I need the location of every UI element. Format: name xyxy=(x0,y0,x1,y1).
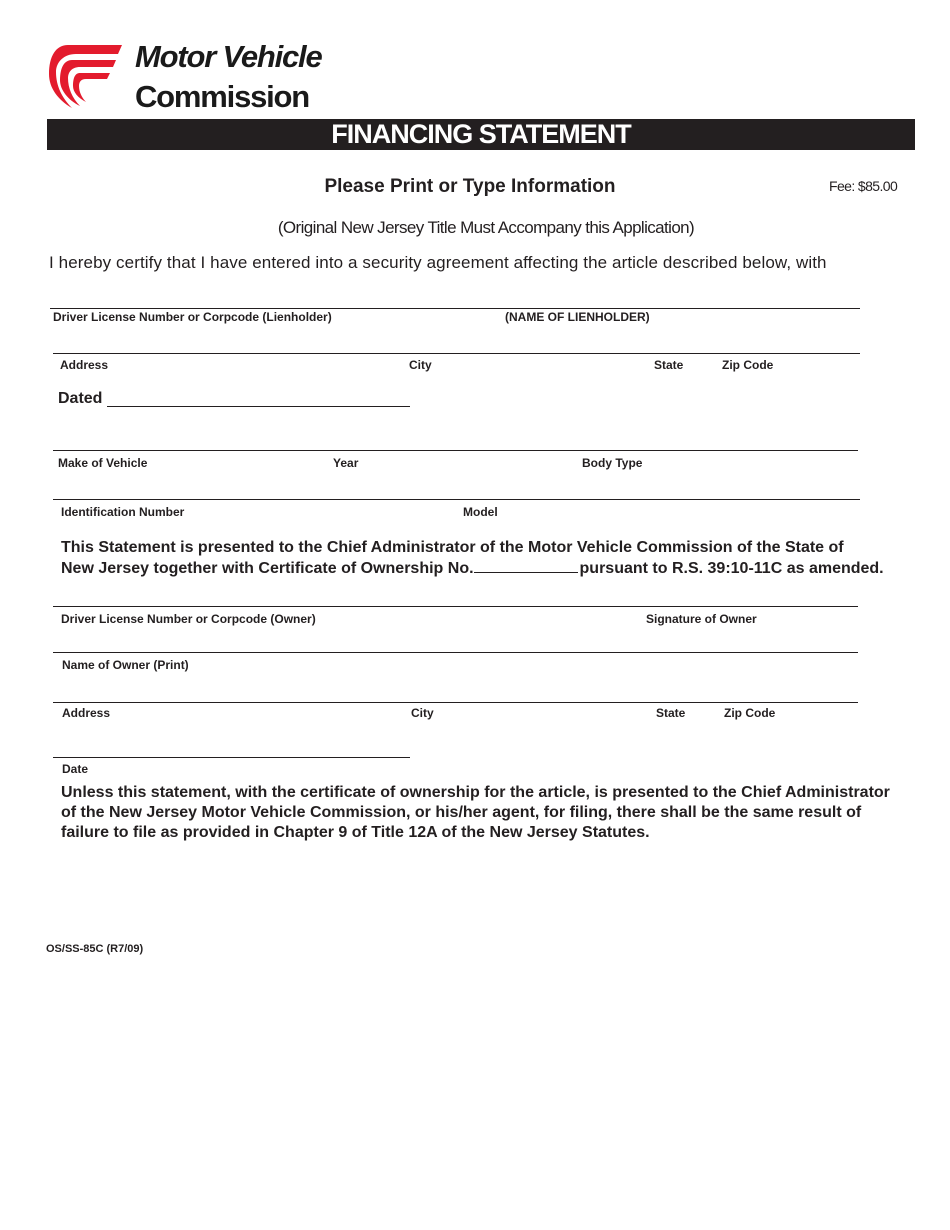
notice-line-1: Unless this statement, with the certificate of ownership for the article, is presented to the Chief Administrator xyxy=(61,784,890,801)
dated-field[interactable] xyxy=(107,406,410,407)
owner-date-label: Date xyxy=(62,762,89,776)
statement-line-2-end: pursuant to R.S. 39:10-11C as amended. xyxy=(579,560,884,577)
statement-line-1: This Statement is presented to the Chief Administrator of the Motor Vehicle Commission of the State of xyxy=(61,539,844,556)
owner-license-label: Driver License Number or Corpcode (Owner) xyxy=(61,612,316,626)
title-note: (Original New Jersey Title Must Accompany this Application) xyxy=(277,218,695,237)
lienholder-rule-1 xyxy=(50,308,860,309)
owner-rule-3 xyxy=(53,702,858,703)
owner-rule-1 xyxy=(53,606,858,607)
lienholder-zip-label: Zip Code xyxy=(722,358,774,372)
statement-line-2 xyxy=(61,558,884,579)
mvc-logo-icon xyxy=(46,42,126,112)
form-code: OS/SS-85C (R7/09) xyxy=(46,943,144,955)
owner-zip-label: Zip Code xyxy=(724,706,776,720)
lienholder-name-label: (NAME OF LIENHOLDER) xyxy=(505,310,650,324)
owner-signature-label: Signature of Owner xyxy=(646,612,757,626)
owner-name-label: Name of Owner (Print) xyxy=(62,658,189,672)
owner-state-label: State xyxy=(656,706,686,720)
fee: Fee: $85.00 xyxy=(829,178,898,194)
owner-date-field[interactable] xyxy=(53,757,410,758)
notice-line-2: of the New Jersey Motor Vehicle Commission, or his/her agent, for filing, there shall be the same result of xyxy=(61,804,862,821)
certify-text: I hereby certify that I have entered into a security agreement affecting the article described below, with xyxy=(49,253,827,272)
vehicle-id-label: Identification Number xyxy=(61,505,185,519)
owner-address-label: Address xyxy=(62,706,111,720)
vehicle-year-label: Year xyxy=(333,456,359,470)
vehicle-body-type-label: Body Type xyxy=(582,456,643,470)
lienholder-license-label: Driver License Number or Corpcode (Lienholder) xyxy=(53,310,332,324)
owner-rule-2 xyxy=(53,652,858,653)
lienholder-rule-2 xyxy=(53,353,860,354)
vehicle-rule-2 xyxy=(53,499,860,500)
lienholder-city-label: City xyxy=(409,358,432,372)
dated-label: Dated xyxy=(58,390,103,407)
statement-line-2-start: New Jersey together with Certificate of Ownership No. xyxy=(61,560,474,577)
form-title-banner: FINANCING STATEMENT xyxy=(47,119,915,150)
certificate-number-field[interactable] xyxy=(474,558,578,573)
mvc-logo xyxy=(46,42,126,112)
lienholder-address-label: Address xyxy=(60,358,109,372)
vehicle-make-label: Make of Vehicle xyxy=(58,456,148,470)
lienholder-state-label: State xyxy=(654,358,684,372)
vehicle-rule-1 xyxy=(53,450,858,451)
notice-line-3: failure to file as provided in Chapter 9 of Title 12A of the New Jersey Statutes. xyxy=(61,824,650,841)
vehicle-model-label: Model xyxy=(463,505,498,519)
logo-line-1: Motor Vehicle xyxy=(135,39,322,74)
logo-line-2: Commission xyxy=(135,79,310,114)
owner-city-label: City xyxy=(411,706,434,720)
print-instruction: Please Print or Type Information xyxy=(324,176,616,197)
